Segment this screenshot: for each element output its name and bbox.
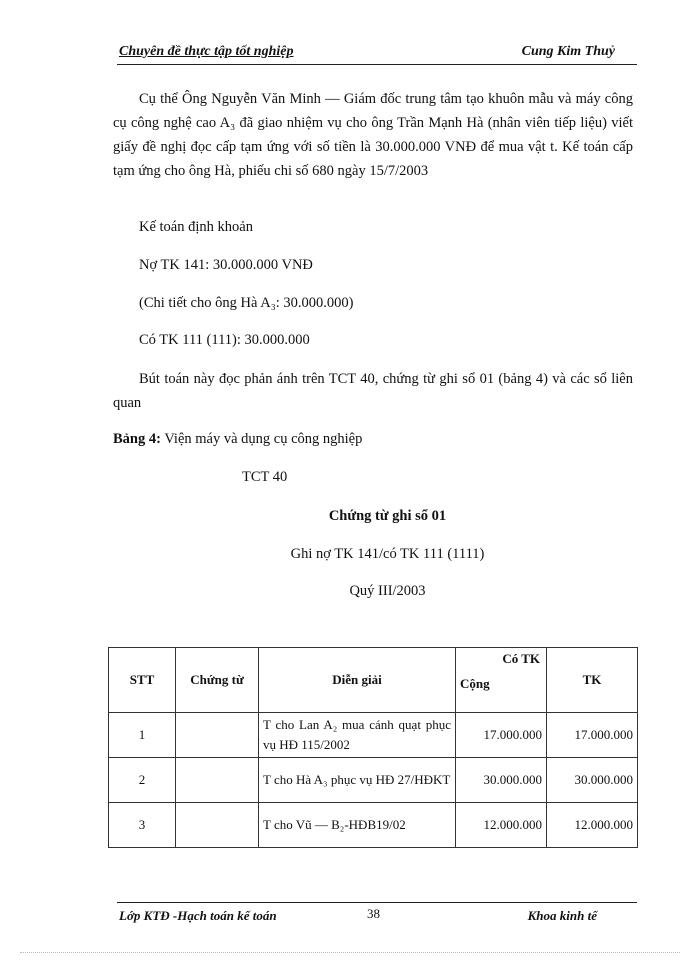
cell-cong: 17.000.000 (456, 713, 547, 758)
cell-chungtu (176, 803, 259, 848)
header-diengiai: Diễn giải (259, 648, 456, 713)
cell-desc: T cho Vũ — B₂-HĐB19/02 (259, 803, 456, 848)
cell-chungtu (176, 713, 259, 758)
cell-stt: 1 (109, 713, 176, 758)
voucher-table (108, 647, 638, 848)
cell-tk: 30.000.000 (547, 758, 638, 803)
cell-cong: 12.000.000 (456, 803, 547, 848)
table-row (109, 713, 638, 758)
header-cong-label: Cộng (460, 676, 490, 691)
doc-title: Chứng từ ghi sổ 01 (328, 508, 447, 524)
table-caption-text: Viện máy và dụng cụ công nghiệp (160, 431, 363, 447)
table-row (109, 803, 638, 848)
table-caption-label: Bảng 4: (113, 431, 161, 447)
page-number: 38 (367, 906, 380, 921)
page-header (117, 40, 637, 65)
cell-stt: 3 (109, 803, 176, 848)
table-header-row (109, 648, 638, 713)
header-chungtu: Chứng từ (176, 648, 259, 713)
footer-left: Lớp KTĐ -Hạch toán kế toán (119, 908, 277, 923)
cell-tk: 17.000.000 (547, 713, 638, 758)
cell-chungtu (176, 758, 259, 803)
table-row (109, 758, 638, 803)
doc-subtitle: Ghi nợ TK 141/có TK 111 (1111) (290, 546, 485, 562)
page-edge-divider (20, 952, 680, 953)
header-cong (456, 648, 547, 713)
page-footer (117, 902, 637, 925)
line-detail: (Chi tiết cho ông Hà A₃: 30.000.000) (139, 295, 354, 311)
cell-desc: T cho Hà A₃ phục vụ HĐ 27/HĐKT (259, 758, 456, 803)
header-tk: TK (547, 648, 638, 713)
header-stt: STT (109, 648, 176, 713)
line-debit: Nợ TK 141: 30.000.000 VNĐ (139, 257, 313, 273)
tct-label: TCT 40 (242, 469, 288, 485)
header-cotk: Có TK (502, 651, 540, 666)
line-credit: Có TK 111 (111): 30.000.000 (139, 332, 310, 348)
header-right: Cung Kim Thuỷ (521, 44, 615, 59)
table-caption (113, 427, 362, 451)
header-left: Chuyên đề thực tập tốt nghiệp (119, 44, 294, 59)
cell-cong: 30.000.000 (456, 758, 547, 803)
doc-period: Quý III/2003 (349, 583, 426, 599)
paragraph-1: Cụ thể Ông Nguyễn Văn Minh — Giám đốc trung tâm tạo khuôn mẫu và máy công cụ công nghệ cao A₃ đã giao nhiệm vụ cho ông Trần Mạnh Hà (nhân viên tiếp liệu) viết giấy đề nghị đọc cấp tạm ứng với số tiền là 30.000.000 VNĐ để mua vật t. Kế toán cấp tạm ứng cho ông Hà, phiếu chi số 680 ngày 15/7/2003 (113, 91, 633, 179)
cell-desc: T cho Lan A₂ mua cánh quạt phục vụ HĐ 115/2002 (259, 713, 456, 758)
footer-right: Khoa kinh tế (527, 908, 597, 923)
cell-tk: 12.000.000 (547, 803, 638, 848)
cell-stt: 2 (109, 758, 176, 803)
paragraph-2: Bút toán này đọc phản ánh trên TCT 40, chứng từ ghi sổ 01 (bảng 4) và các sổ liên quan (113, 371, 633, 411)
line-entry-heading: Kế toán định khoản (139, 219, 253, 235)
